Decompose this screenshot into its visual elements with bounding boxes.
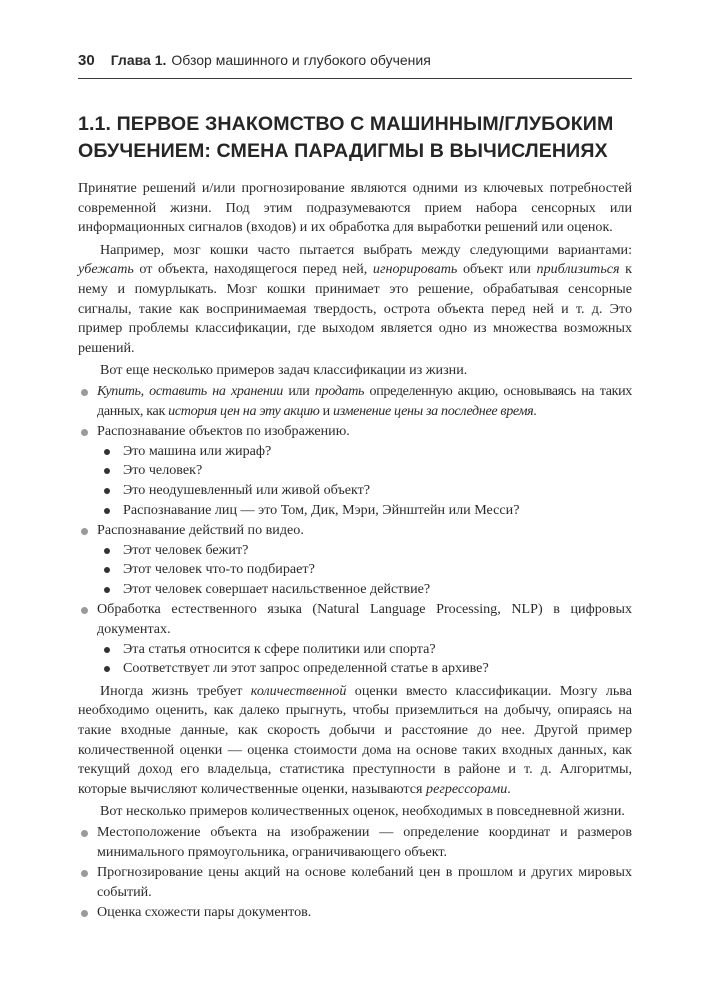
- book-page: [78, 52, 632, 923]
- list-item: Соответствует ли этот запрос определенной статье в архиве?: [100, 659, 632, 679]
- chapter-title: Обзор машинного и глубокого обучения: [171, 52, 431, 68]
- nlp-sublist: [97, 640, 632, 679]
- regression-list: [78, 823, 632, 923]
- chapter-label: Глава 1.: [110, 52, 167, 68]
- list-item-image-recognition: Распознавание объектов по изображению. Это машина или жираф? Это человек? Это неодушевленный или живой объект? Распознавание лиц — это Том, Дик, Мэри, Эйнштейн или Месси?: [78, 422, 632, 520]
- header-rule: [78, 78, 632, 79]
- list-item: Этот человек бежит?: [100, 541, 632, 561]
- paragraph-regression-intro: Вот несколько примеров количественных оценок, необходимых в повседневной жизни.: [100, 803, 625, 820]
- paragraph-cat-example: Например, мозг кошки часто пытается выбрать между следующими вариантами: убежать от объекта, находящегося перед ней, игнорировать объект или приблизиться к нему и помурлыкать. Мозг кошки принимает это решение, обрабатывая сенсорные сигналы, такие как воспринимаемая твердость, острота объекта перед ней и т. д. Это пример проблемы классификации, где выходом является одно из множества возможных решений.: [78, 241, 633, 356]
- section-title: 1.1. ПЕРВОЕ ЗНАКОМСТВО С МАШИННЫМ/ГЛУБОКИМ ОБУЧЕНИЕМ: СМЕНА ПАРАДИГМЫ В ВЫЧИСЛЕНИЯХ: [78, 113, 614, 162]
- list-item: Оценка схожести пары документов.: [78, 903, 632, 923]
- list-item: Это человек?: [100, 461, 632, 481]
- list-item: Этот человек совершает насильственное действие?: [100, 580, 632, 600]
- running-header: [78, 52, 632, 76]
- video-recognition-sublist: [97, 541, 632, 600]
- list-item: Эта статья относится к сфере политики или спорта?: [100, 640, 632, 660]
- classification-list: [78, 382, 632, 679]
- list-item-stock: Купить, оставить на хранении или продать определенную акцию, основываясь на таких данных, как история цен на эту акцию и изменение цены за последнее время.: [78, 382, 632, 421]
- list-item: Распознавание лиц — это Том, Дик, Мэри, Эйнштейн или Месси?: [100, 501, 632, 521]
- list-item: Прогнозирование цены акций на основе колебаний цен в прошлом и других мировых событий.: [78, 863, 632, 902]
- list-item: Это неодушевленный или живой объект?: [100, 481, 632, 501]
- image-recognition-sublist: [97, 442, 632, 520]
- list-item-nlp: Обработка естественного языка (Natural Language Processing, NLP) в цифровых документах. Эта статья относится к сфере политики или спорта? Соответствует ли этот запрос определенной статье в архиве?: [78, 600, 632, 678]
- page-number: 30: [78, 52, 95, 69]
- list-item-video-recognition: Распознавание действий по видео. Этот человек бежит? Этот человек что-то подбирает? Этот человек совершает насильственное действие?: [78, 521, 632, 599]
- list-item: Этот человек что-то подбирает?: [100, 560, 632, 580]
- paragraph-regression: Иногда жизнь требует количественной оценки вместо классификации. Мозгу льва необходимо оценить, как далеко прыгнуть, чтобы приземлиться на добычу, опираясь на такие входные данные, как скорость добычи и расстояние до нее. Другой пример количественной оценки — оценка стоимости дома на основе таких входных данных, как текущий доход его владельца, статистика преступности в районе и т. д. Алгоритмы, которые вычисляют количественные оценки, называются регрессорами.: [78, 682, 633, 797]
- paragraph-intro: Принятие решений и/или прогнозирование являются одними из ключевых потребностей современной жизни. Под этим подразумеваются прием набора сенсорных или информационных сигналов (входов) и их обработка для выработки решений или оценок.: [78, 180, 632, 236]
- list-item: Это машина или жираф?: [100, 442, 632, 462]
- paragraph-classification-intro: Вот еще несколько примеров задач классификации из жизни.: [100, 362, 468, 379]
- list-item: Местоположение объекта на изображении — определение координат и размеров минимального прямоугольника, ограничивающего объект.: [78, 823, 632, 862]
